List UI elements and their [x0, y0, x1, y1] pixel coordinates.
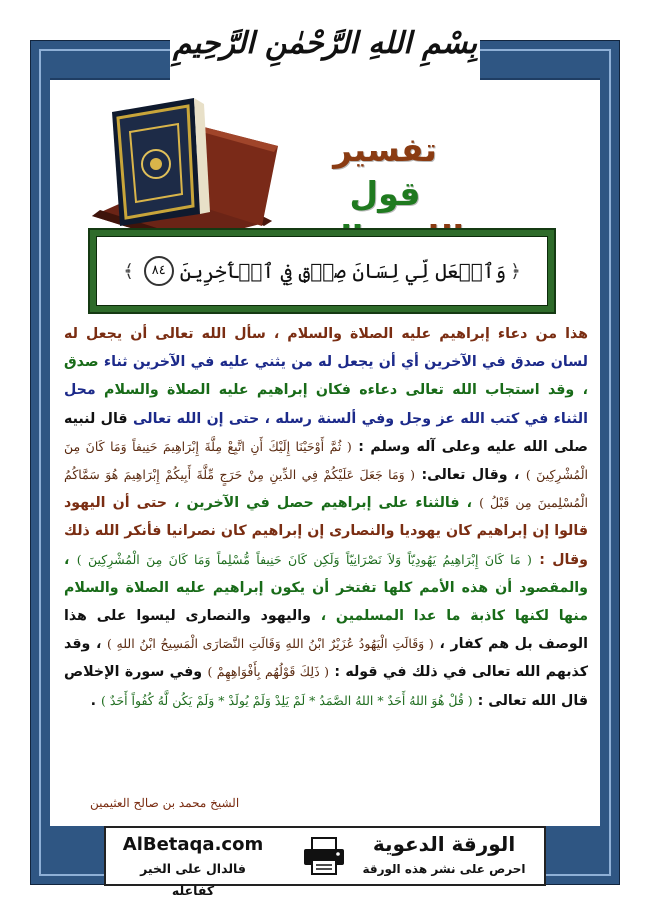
- quran-quote: ( ذَلِكَ قَوْلُهُم بِأَفْوَاهِهِمْ ): [207, 664, 329, 680]
- quran-quote: ( وَقَالَتِ الْيَهُودُ عُزَيْرٌ ابْنُ اللهِ وَقَالَتِ النَّصَارَى الْمَسِيحُ ابْنُ اللهِ ): [107, 636, 434, 652]
- body-text: حتى أن اليهود قالوا إن إبراهيم كان يهوديا والنصارى إن إبراهيم كان نصرانيا فأنكر الله ذلك وقال :: [64, 495, 588, 568]
- tafsir-body: [64, 320, 588, 715]
- quran-quote: ( مَا كَانَ إِبْرَاهِيمُ يَهُودِيّاً وَلاَ نَصْرَانِيّاً وَلَكِن كَانَ حَنِيفاً مُّسْلِماً وَمَا كَانَ مِنَ الْمُشْرِكِينَ ): [76, 551, 532, 567]
- quran-quote: ( وَمَا جَعَلَ عَلَيْكُمْ فِي الدِّينِ مِنْ حَرَجٍ مِّلَّةَ أَبِيكُمْ إِبْرَاهِيمَ هُوَ سَمَّاكُمُ الْمُسْلِمينَ مِن قَبْلُ ): [64, 467, 588, 511]
- body-text: لسان صدق في الآخرين أي أن يجعل له من يثني عليه في الآخرين ثناء: [103, 354, 588, 371]
- body-text: ، وقد كذبهم الله تعالى في ذلك في قوله :: [64, 636, 588, 681]
- author-signature: الشيخ محمد بن صالح العثيمين: [90, 796, 240, 810]
- quran-quote: ( قُلْ هُوَ اللهُ أَحَدٌ * اللهُ الصَّمَدُ * لَمْ يَلِدْ وَلَمْ يُولَدْ * وَلَمْ يَكُن لَّهُ كُفُواً أَحَدٌ ): [100, 692, 473, 708]
- footer-left-caption: فالدال على الخير كفاعله: [140, 861, 246, 898]
- body-text: ، والمقصود أن هذه الأمم كلها تفتخر أن يكون إبراهيم عليه الصلاة والسلام منها لكنها كاذبة ما عدا المسلمين ،: [64, 551, 588, 625]
- footer-right-caption: احرص على نشر هذه الورقة: [362, 862, 526, 876]
- quran-stand-illustration: [82, 86, 282, 246]
- body-text: ، فالثناء على إبراهيم حصل في الآخرين ،: [174, 495, 472, 512]
- footer-left: [118, 832, 268, 902]
- quran-quote: ( ثُمَّ أَوْحَيْنَا إِلَيْكَ أَنِ اتَّبِعْ مِلَّةَ إِبْرَاهِيمَ حَنِيفاً وَمَا كَانَ مِنَ الْمُشْرِكِينَ ): [64, 438, 588, 483]
- footer-right: [354, 830, 534, 880]
- verse-text: وَٱجۡعَل لِّي لِسَانَ صِدۡقٖ فِي ٱلۡأٓخِرِينَ: [179, 259, 507, 283]
- verse-box: [88, 228, 556, 314]
- body-text: .: [90, 692, 97, 709]
- body-text: ، وقال تعالى:: [421, 467, 520, 484]
- body-text: هذا من دعاء إبراهيم عليه الصلاة والسلام ، سأل الله تعالى أن يجعل له: [64, 326, 588, 342]
- body-text: قال لنبيه صلى الله عليه وعلى آله وسلم :: [64, 410, 588, 455]
- body-text: وفي سورة الإخلاص قال الله تعالى :: [64, 664, 588, 709]
- printer-icon: [302, 836, 346, 876]
- verse-close-bracket: ﴾: [123, 260, 134, 282]
- brand-name: الورقة الدعوية: [372, 832, 516, 856]
- body-text: صدق ، وقد استجاب الله تعالى دعاءه فكان إبراهيم عليه الصلاة والسلام: [64, 354, 588, 399]
- body-text: واليهود والنصارى ليسوا على هذا الوصف بل هم كفار ،: [64, 608, 588, 653]
- basmala-calligraphy: بِسْمِ اللهِ الرَّحْمٰنِ الرَّحِيمِ: [172, 26, 478, 61]
- verse-number: ٨٤: [144, 256, 174, 286]
- body-text: محل الثناء في كتب الله عز وجل وفي ألسنة رسله ، حتى إن الله تعالى: [64, 382, 589, 427]
- title-word: قول: [349, 174, 421, 213]
- verse-inner: [96, 236, 548, 306]
- title-word: تفسير: [333, 130, 437, 169]
- footer-bar: [104, 826, 546, 898]
- verse-open-bracket: ﴿: [510, 260, 521, 282]
- site-link[interactable]: AlBetaqa.com: [122, 834, 264, 855]
